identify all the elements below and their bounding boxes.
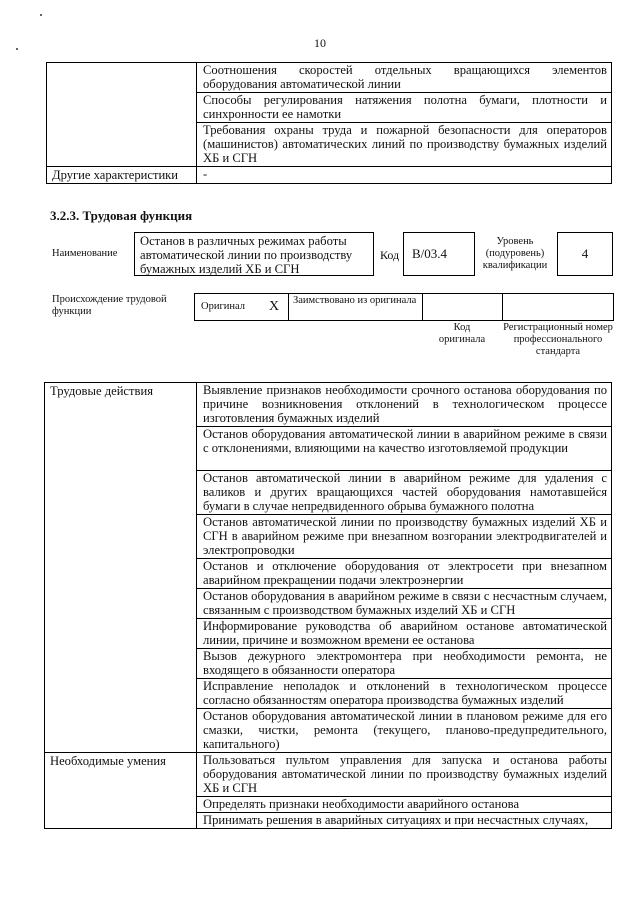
table-cell: Останов оборудования в аварийном режиме в связи с несчастным случаем, связанным с производством бумажных изделий ХБ и СГН (197, 589, 612, 619)
table-cell: Способы регулирования натяжения полотна бумаги, плотности и синхронности ее намотки (197, 93, 612, 123)
code-label: Код (380, 248, 400, 262)
original-mark: X (269, 299, 280, 314)
function-name-value: Останов в различных режимах работы автоматической линии по производству бумажных изделий ХБ и СГН (140, 234, 353, 276)
function-name-box (134, 232, 374, 276)
table-cell: Соотношения скоростей отдельных вращающихся элементов оборудования автоматической линии (197, 63, 612, 93)
table-cell: Принимать решения в аварийных ситуациях и при несчастных случаях, (197, 813, 612, 829)
level-box (557, 232, 613, 276)
table-cell: Вызов дежурного электромонтера при необходимости ремонта, не входящего в обязанности оператора (197, 649, 612, 679)
row-label: Трудовые действия (45, 383, 197, 753)
section-title: 3.2.3. Трудовая функция (50, 208, 193, 223)
table-row (47, 63, 612, 93)
scan-speck (40, 14, 42, 16)
original-cell (195, 294, 289, 320)
table-row (45, 383, 612, 427)
table-cell: Останов автоматической линии по производству бумажных изделий ХБ и СГН в аварийном режиме при внезапном возгорании электродвигателей и электропроводки (197, 515, 612, 559)
table-cell: Информирование руководства об аварийном останове автоматической линии, причине и возможном времени ее останова (197, 619, 612, 649)
row-label (47, 63, 197, 167)
table-cell: Останов оборудования автоматической линии в аварийном режиме в связи с отклонениями, влияющими на качество изготовляемой продукции (197, 427, 612, 471)
reg-number-cell (503, 294, 613, 320)
table-cell: Требования охраны труда и пожарной безопасности для операторов (машинистов) автоматических линий по производству бумажных изделий ХБ и СГН (197, 123, 612, 167)
code-value: B/03.4 (412, 246, 448, 261)
row-label: Другие характеристики (47, 167, 197, 184)
table-cell: Исправление неполадок и отклонений в технологическом процессе согласно обязанностям оператора производства бумажных изделий (197, 679, 612, 709)
origin-code-cell (423, 294, 503, 320)
table-cell: Останов и отключение оборудования от электросети при внезапном аварийном прекращении подачи электроэнергии (197, 559, 612, 589)
page-number: 10 (314, 36, 326, 50)
reg-caption: Регистрационный номер профессионального стандарта (503, 322, 613, 357)
name-label: Наименование (52, 248, 118, 259)
borrowed-cell (289, 294, 423, 320)
code-caption: Код оригинала (438, 322, 486, 345)
level-label: Уровень (подуровень) квалификации (482, 236, 548, 271)
table-cell: Останов автоматической линии в аварийном режиме для удаления с валиков и других вращающихся частей оборудования намотавшейся бумаги в случае непредвиденного обрыва бумажного полотна (197, 471, 612, 515)
knowledge-table (46, 62, 612, 184)
table-cell: Выявление признаков необходимости срочного останова оборудования по причине возникновения отклонений в технологическом процессе изготовления бумажных изделий (197, 383, 612, 427)
table-cell: Определять признаки необходимости аварийного останова (197, 797, 612, 813)
table-cell: Пользоваться пультом управления для запуска и останова работы оборудования автоматической линии по производству бумажных изделий ХБ и СГН (197, 753, 612, 797)
origin-label: Происхождение трудовой функции (52, 294, 167, 317)
labor-function-table (44, 382, 612, 829)
original-label: Оригинал (201, 301, 245, 312)
level-value: 4 (581, 246, 589, 261)
row-label: Необходимые умения (45, 753, 197, 829)
table-cell: - (197, 167, 612, 184)
origin-row (194, 293, 614, 321)
table-row (45, 753, 612, 797)
table-cell: Останов оборудования автоматической линии в плановом режиме для его смазки, чистки, ремонта (текущего, планово-предупредительного, капитального) (197, 709, 612, 753)
code-box (403, 232, 475, 276)
table-row (47, 167, 612, 184)
borrowed-label: Заимствовано из оригинала (293, 295, 417, 306)
